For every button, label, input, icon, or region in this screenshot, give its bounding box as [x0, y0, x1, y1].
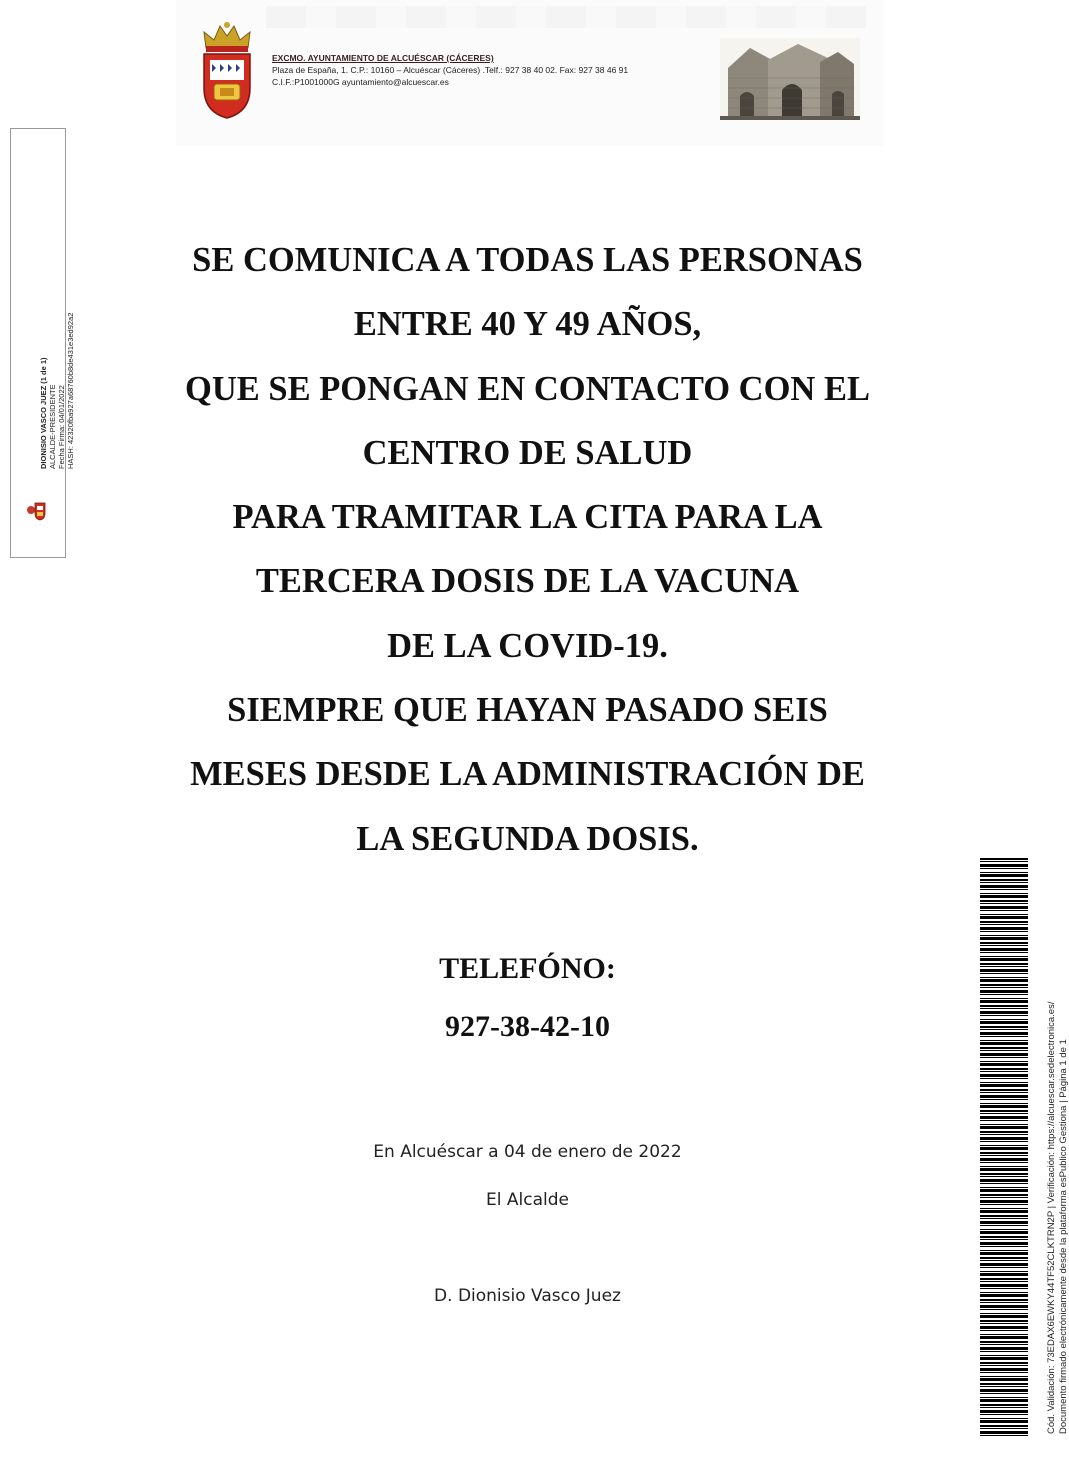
validation-platform: Documento firmado electrónicamente desde la plataforma esPublico Gestiona | Página 1 de 1	[1057, 1039, 1069, 1434]
validation-code: Cód. Validación: 73EDAX6EWKY44TF52CLKTRN2P | Verificación: https://alcuescar.sedelectronica.es/	[1046, 1001, 1057, 1434]
organization-cif: C.I.F.:P1001000G ayuntamiento@alcuescar.es	[272, 77, 449, 87]
notice-line: PARA TRAMITAR LA CITA PARA LA	[232, 498, 823, 537]
church-logo	[720, 38, 860, 120]
notice-line: TERCERA DOSIS DE LA VACUNA	[255, 562, 800, 601]
notice-line: MESES DESDE LA ADMINISTRACIÓN DE	[190, 755, 865, 794]
signature-strip	[10, 128, 75, 558]
signature-date: Fecha Firma: 04/01/2022	[57, 385, 66, 469]
notice-line: CENTRO DE SALUD	[362, 433, 693, 472]
phone-label: TELEFÓNO:	[439, 952, 616, 985]
notice-line: DE LA COVID-19.	[387, 626, 668, 665]
notice-line: SE COMUNICA A TODAS LAS PERSONAS	[192, 241, 863, 279]
phone-block	[120, 940, 935, 1056]
signer-title: El Alcalde	[486, 1190, 569, 1210]
notice-line: QUE SE PONGAN EN CONTACTO CON EL	[185, 369, 870, 408]
organization-name: EXCMO. AYUNTAMIENTO DE ALCUÉSCAR (CÁCERES)	[272, 53, 494, 63]
organization-address: Plaza de España, 1. C.P.: 10160 – Alcuéscar (Cáceres) .Telf.: 927 38 40 02. Fax: 927 38 46 91	[272, 65, 629, 75]
letterhead	[176, 0, 884, 146]
faded-banner	[266, 6, 866, 28]
signer-name: DIONISIO VASCO JUEZ (1 de 1)	[39, 357, 48, 469]
signer-full-name: D. Dionisio Vasco Juez	[434, 1286, 621, 1306]
municipal-seal-icon	[25, 499, 51, 521]
signature-hash: HASH: 42320fba927a68760b8de431e3ed92a2	[66, 312, 75, 469]
place-date: En Alcuéscar a 04 de enero de 2022	[373, 1142, 682, 1162]
notice-line: ENTRE 40 Y 49 AÑOS,	[353, 305, 702, 344]
validation-text	[1046, 1002, 1069, 1434]
organization-details	[272, 52, 628, 88]
notice-text	[120, 228, 935, 871]
coat-of-arms-icon	[198, 18, 256, 120]
signer-role: ALCALDE-PRESIDENTE	[48, 384, 57, 469]
notice-line: LA SEGUNDA DOSIS.	[356, 819, 699, 858]
validation-barcode	[980, 858, 1028, 1436]
phone-number: 927-38-42-10	[445, 1010, 610, 1043]
signature-details	[39, 313, 75, 469]
notice-line: SIEMPRE QUE HAYAN PASADO SEIS	[227, 691, 828, 730]
